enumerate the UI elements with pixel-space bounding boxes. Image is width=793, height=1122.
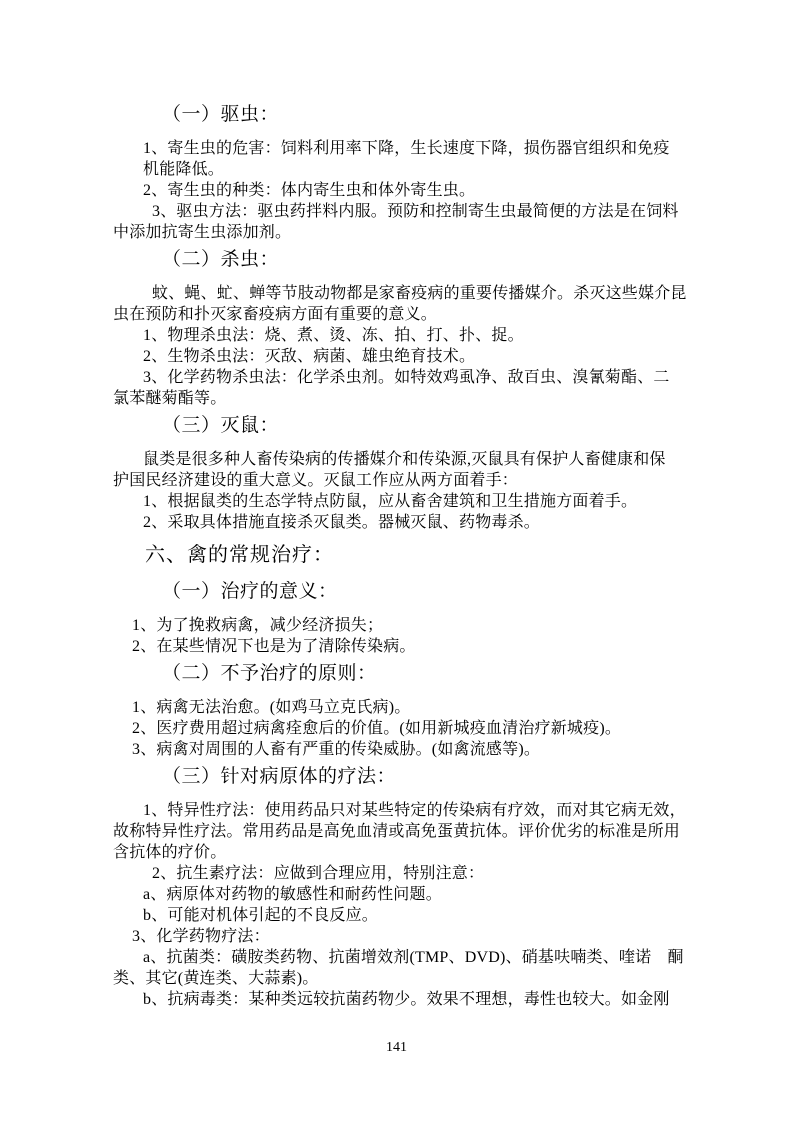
text-line: 3、化学药物杀虫法：化学杀虫剂。如特效鸡虱净、敌百虫、溴氰菊酯、二 (143, 369, 670, 386)
text-line: 3、驱虫方法：驱虫药拌料内服。预防和控制寄生虫最简便的方法是在饲料 (152, 203, 679, 220)
section-heading-treatment-meaning: （一）治疗的意义： (162, 581, 338, 602)
text-line: a、病原体对药物的敏感性和耐药性问题。 (143, 886, 442, 903)
text-line: 2、生物杀虫法：灭敌、病菌、雄虫绝育技术。 (143, 348, 476, 365)
section-heading-pathogen-therapy: （三）针对病原体的疗法： (162, 766, 397, 787)
text-line: 故称特异性疗法。常用药品是高免血清或高免蛋黄抗体。评价优劣的标准是所用 (113, 823, 681, 840)
text-line: 1、病禽无法治愈。(如鸡马立克氏病)。 (132, 699, 411, 716)
chapter-heading-poultry-treatment: 六、禽的常规治疗： (145, 544, 334, 566)
text-line: 2、寄生虫的种类：体内寄生虫和体外寄生虫。 (143, 182, 476, 199)
text-line: 1、根据鼠类的生态学特点防鼠，应从畜舍建筑和卫生措施方面着手。 (143, 493, 638, 510)
text-line: 1、寄生虫的危害：饲料利用率下降，生长速度下降，损伤器官组织和免疫 (143, 140, 670, 157)
section-heading-insecticide: （二）杀虫： (162, 249, 280, 270)
text-line: b、可能对机体引起的不良反应。 (143, 907, 379, 924)
text-line: 2、医疗费用超过病禽痊愈后的价值。(如用新城疫血清治疗新城疫)。 (132, 720, 622, 737)
text-line: 护国民经济建设的重大意义。灭鼠工作应从两方面着手： (113, 472, 519, 489)
text-line: 氯苯醚菊酯等。 (113, 390, 227, 407)
page-number: 141 (386, 1040, 407, 1055)
text-line: 3、化学药物疗法： (132, 928, 270, 945)
text-line: 3、病禽对周围的人畜有严重的传染威胁。(如禽流感等)。 (132, 741, 541, 758)
section-heading-no-treatment-principles: （二）不予治疗的原则： (162, 663, 377, 684)
text-line: 2、采取具体措施直接杀灭鼠类。器械灭鼠、药物毒杀。 (143, 514, 541, 531)
text-line: a、抗菌类：磺胺类药物、抗菌增效剂(TMP、DVD)、硝基呋喃类、喹诺 酮 (143, 949, 684, 966)
text-line: 1、物理杀虫法：烧、煮、烫、冻、拍、打、扑、捉。 (143, 327, 524, 344)
text-line: 中添加抗寄生虫添加剂。 (113, 224, 292, 241)
text-line: 类、其它(黄连类、大蒜素)。 (113, 970, 319, 987)
text-line: 1、特异性疗法：使用药品只对某些特定的传染病有疗效，而对其它病无效， (143, 802, 686, 819)
section-heading-rodent-control: （三）灭鼠： (162, 415, 280, 436)
text-line: b、抗病毒类：某种类远较抗菌药物少。效果不理想，毒性也较大。如金刚 (143, 991, 670, 1008)
text-line: 1、为了挽救病禽，减少经济损失； (132, 617, 384, 634)
text-line: 蚊、蝇、虻、蝉等节肢动物都是家畜疫病的重要传播媒介。杀灭这些媒介昆 (152, 285, 687, 302)
text-line: 含抗体的疗价。 (113, 844, 227, 861)
text-line: 机能降低。 (143, 161, 225, 178)
section-heading-deworming: （一）驱虫： (162, 104, 280, 125)
text-line: 鼠类是很多种人畜传染病的传播媒介和传染源,灭鼠具有保护人畜健康和保 (143, 451, 666, 468)
text-line: 2、在某些情况下也是为了清除传染病。 (132, 638, 416, 655)
text-line: 虫在预防和扑灭家畜疫病方面有重要的意义。 (113, 306, 438, 323)
text-line: 2、抗生素疗法：应做到合理应用，特别注意： (152, 865, 485, 882)
